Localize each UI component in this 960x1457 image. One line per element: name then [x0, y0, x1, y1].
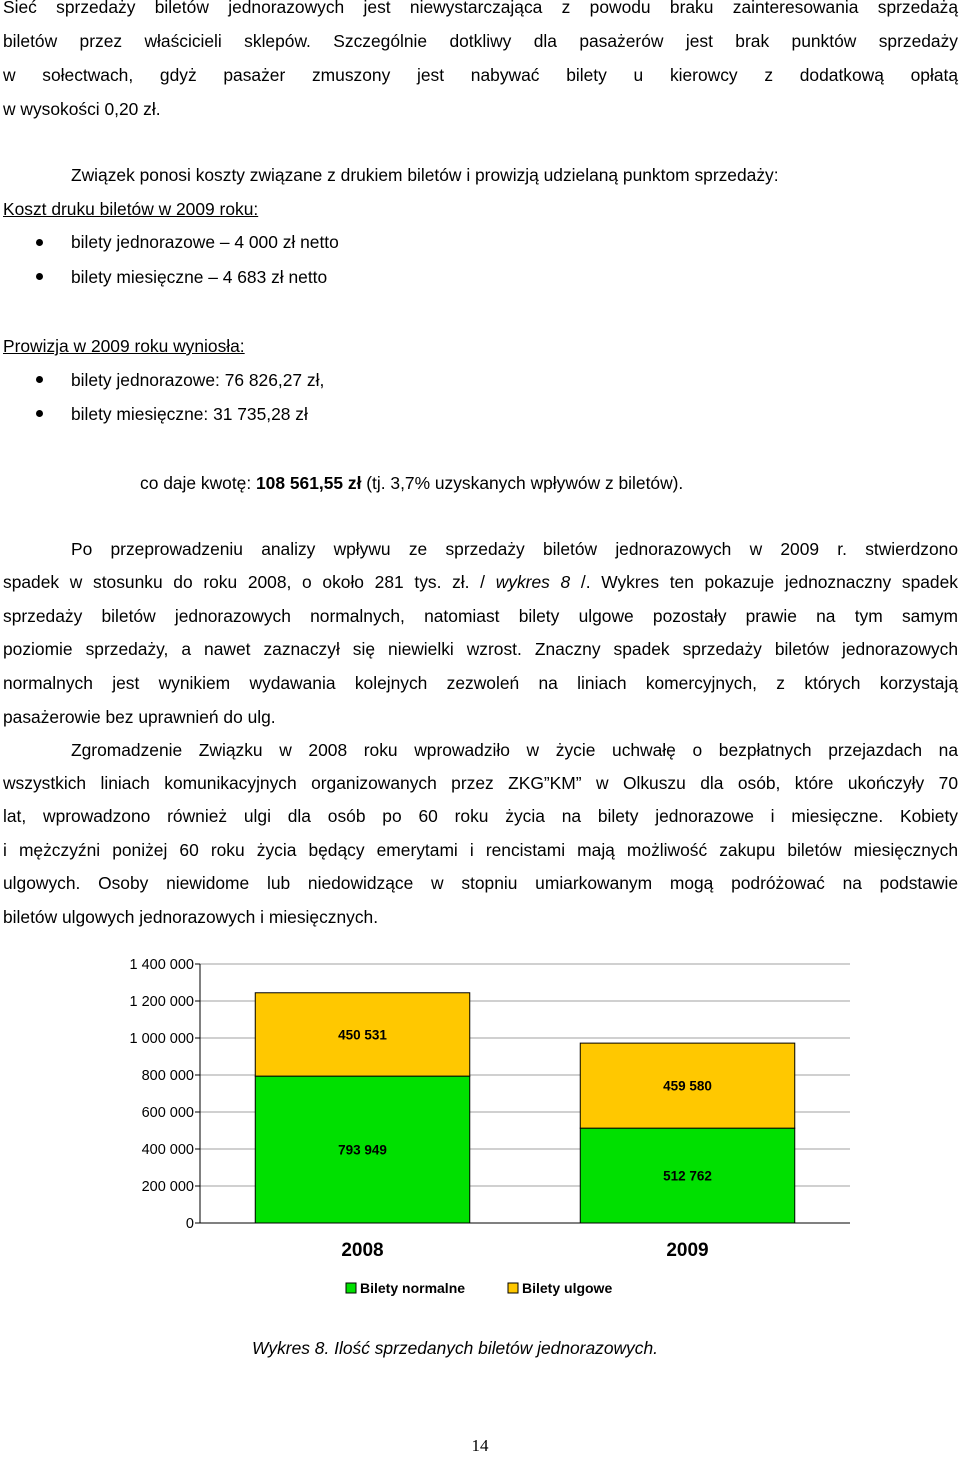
paragraph-3-line-1: Zgromadzenie Związku w 2008 roku wprowadziło w życie uchwałę o bezpłatnych przejazdach na [71, 740, 958, 760]
data-label: 512 762 [663, 1168, 712, 1184]
y-tick-label: 200 000 [141, 1179, 194, 1195]
paragraph-3-line-6: biletów ulgowych jednorazowych i miesięcznych. [3, 907, 379, 927]
page-number: 14 [471, 1436, 489, 1455]
paragraph-1-line-1: Sieć sprzedaży biletów jednorazowych jest niewystarczająca z powodu braku zainteresowania sprzedażą [3, 0, 958, 17]
ticket-sales-chart [100, 950, 880, 1320]
bullet-icon [36, 410, 43, 417]
data-label: 793 949 [338, 1142, 387, 1158]
commission-item: bilety miesięczne: 31 735,28 zł [71, 404, 308, 424]
paragraph-2-line-2 [3, 571, 958, 593]
print-cost-item: bilety miesięczne – 4 683 zł netto [71, 267, 328, 287]
paragraph-2-line-4: poziomie sprzedaży, a nawet zaznaczył się niewielki wzrost. Znaczny spadek sprzedaży biletów jednorazowych [3, 639, 958, 659]
print-cost-item: bilety jednorazowe – 4 000 zł netto [71, 232, 339, 252]
bullet-icon [36, 239, 43, 246]
commission-item: bilety jednorazowe: 76 826,27 zł, [71, 370, 325, 390]
y-tick-label: 0 [185, 1216, 194, 1232]
chart-caption: Wykres 8. Ilość sprzedanych biletów jednorazowych. [252, 1338, 658, 1358]
y-tick-label: 1 400 000 [129, 957, 194, 973]
total-prefix: co daje kwotę: [140, 473, 257, 493]
bullet-icon [36, 376, 43, 383]
total-cost-line [140, 472, 683, 494]
paragraph-3-line-2: wszystkich liniach komunikacyjnych organizowanych przez ZKG”KM” w Olkuszu dla osób, które ukończyły 70 [3, 773, 958, 793]
paragraph-1-line-4: w wysokości 0,20 zł. [3, 99, 161, 119]
paragraph-3-line-5: ulgowych. Osoby niewidome lub niedowidzące w stopniu umiarkowanym mogą podróżować na podstawie [3, 873, 958, 893]
category-label: 2009 [666, 1240, 709, 1261]
chart-reference: wykres 8 [495, 572, 571, 592]
y-tick-label: 600 000 [141, 1105, 194, 1121]
legend-label: Bilety ulgowe [522, 1280, 613, 1296]
paragraph-3-line-4: i mężczyźni poniżej 60 roku życia będący emerytami i rencistami mają możliwość zakupu biletów miesięcznych [3, 840, 958, 860]
paragraph-1-line-2: biletów przez właścicieli sklepów. Szczególnie dotkliwy dla pasażerów jest brak punktów sprzedaży [3, 31, 958, 51]
paragraph-1-line-3: w sołectwach, gdyż pasażer zmuszony jest nabywać bilety u kierowcy z dodatkową opłatą [3, 65, 958, 85]
total-suffix: (tj. 3,7% uzyskanych wpływów z biletów). [361, 473, 684, 493]
print-cost-heading: Koszt druku biletów w 2009 roku: [3, 199, 259, 219]
legend-swatch [346, 1283, 356, 1293]
paragraph-2-line-3: sprzedaży biletów jednorazowych normalnych, natomiast bilety ulgowe pozostały prawie na tym samym [3, 606, 958, 626]
data-label: 450 531 [338, 1027, 387, 1043]
paragraph-2-line-6: pasażerowie bez uprawnień do ulg. [3, 707, 276, 727]
legend-swatch [508, 1283, 518, 1293]
y-tick-label: 1 200 000 [129, 994, 194, 1010]
costs-intro: Związek ponosi koszty związane z drukiem biletów i prowizją udzielaną punktom sprzedaży: [71, 165, 779, 185]
legend-label: Bilety normalne [360, 1280, 466, 1296]
paragraph-3-line-3: lat, wprowadzono również ulgi dla osób po 60 roku życia na bilety jednorazowe i miesięczne. Kobiety [3, 806, 958, 826]
y-tick-label: 400 000 [141, 1142, 194, 1158]
commission-heading: Prowizja w 2009 roku wyniosła: [3, 336, 245, 356]
data-label: 459 580 [663, 1078, 712, 1094]
paragraph-2-line-5: normalnych jest wynikiem wydawania kolejnych zezwoleń na liniach komercyjnych, z których korzystają [3, 673, 958, 693]
bullet-icon [36, 273, 43, 280]
total-amount: 108 561,55 zł [256, 473, 362, 493]
y-tick-label: 800 000 [141, 1068, 194, 1084]
paragraph-2-text: /. Wykres ten pokazuje jednoznaczny spadek [570, 572, 958, 592]
y-tick-label: 1 000 000 [129, 1031, 194, 1047]
paragraph-2-line-1: Po przeprowadzeniu analizy wpływu ze sprzedaży biletów jednorazowych w 2009 r. stwierdzono [71, 539, 958, 559]
category-label: 2008 [341, 1240, 384, 1261]
paragraph-2-text: spadek w stosunku do roku 2008, o około 281 tys. zł. / [3, 572, 496, 592]
